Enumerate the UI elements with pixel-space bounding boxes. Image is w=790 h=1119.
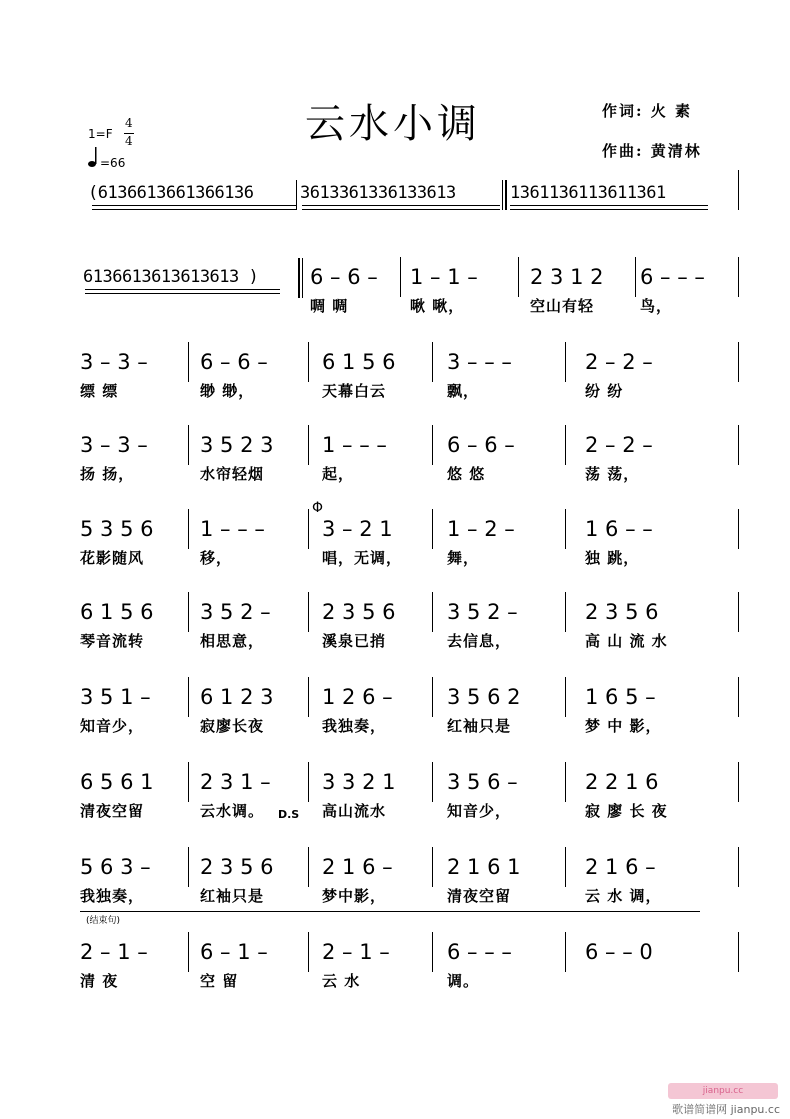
measure-notes: 2 3 1 –: [200, 770, 271, 794]
barline: [432, 342, 433, 382]
barline: [188, 425, 189, 465]
barline: [308, 425, 309, 465]
intro-measure: 6136613613613613 ): [83, 267, 259, 287]
measure-lyrics: 云 水: [322, 972, 361, 990]
barline: [738, 257, 739, 297]
measure-notes: 6 1 5 6: [322, 350, 396, 374]
barline: [565, 592, 566, 632]
barline: [518, 257, 519, 297]
barline: [400, 257, 401, 297]
barline: [432, 762, 433, 802]
measure-lyrics: 高山流水: [322, 802, 387, 820]
measure-lyrics: 舞，: [447, 549, 480, 567]
measure-lyrics: 缥 缥: [80, 382, 119, 400]
barline: [308, 509, 309, 549]
measure-notes: 2 1 6 –: [322, 855, 393, 879]
repeat-start-barline: [298, 258, 300, 298]
measure-lyrics: 移，: [200, 549, 233, 567]
barline: [738, 762, 739, 802]
measure-notes: 1 – – –: [200, 517, 265, 541]
barline: [432, 509, 433, 549]
measure-lyrics: 扬 扬，: [80, 465, 135, 483]
measure-lyrics: 水帘轻烟: [200, 465, 265, 483]
barline: [565, 342, 566, 382]
measure-lyrics: 云 水 调，: [585, 887, 662, 905]
measure-notes: 2 – 1 –: [322, 940, 390, 964]
measure-lyrics: 红袖只是: [200, 887, 265, 905]
barline: [308, 677, 309, 717]
barline: [188, 762, 189, 802]
coda-label: (结束句): [86, 916, 121, 926]
barline: [432, 592, 433, 632]
barline: [565, 425, 566, 465]
barline: [738, 932, 739, 972]
barline: [565, 762, 566, 802]
measure-notes: 2 1 6 1: [447, 855, 521, 879]
measure-notes: 3 – 3 –: [80, 433, 148, 457]
measure-notes: 3 5 2 –: [447, 600, 518, 624]
watermark-site-name: 歌谱简谱网: [672, 1103, 728, 1116]
measure-notes: 2 3 5 6: [585, 600, 659, 624]
measure-notes: 6 – – –: [447, 940, 512, 964]
measure-lyrics: 知音少，: [447, 802, 512, 820]
measure-notes: 1 – 1 –: [410, 265, 478, 289]
composer-credit: 作曲: 黄清林: [602, 142, 702, 160]
measure-notes: 3 5 2 3: [200, 433, 274, 457]
barline: [738, 592, 739, 632]
segno-mark: Φ: [312, 500, 324, 516]
barline: [188, 847, 189, 887]
barline: [565, 847, 566, 887]
measure-lyrics: 啾 啾，: [410, 297, 465, 315]
measure-notes: 3 – – –: [447, 350, 512, 374]
measure-notes: 1 – 2 –: [447, 517, 515, 541]
repeat-start-barline: [302, 258, 303, 298]
measure-notes: 3 – 3 –: [80, 350, 148, 374]
measure-lyrics: 我独奏，: [80, 887, 145, 905]
quarter-note-icon: [88, 146, 99, 168]
intro-measure: 3613361336133613: [300, 183, 456, 203]
measure-notes: 6 – – –: [640, 265, 705, 289]
measure-notes: 6 1 5 6: [80, 600, 154, 624]
measure-lyrics: 琴音流转: [80, 632, 145, 650]
watermark-text: [672, 1101, 780, 1117]
barline: [738, 342, 739, 382]
barline: [565, 677, 566, 717]
measure-lyrics: 荡 荡，: [585, 465, 640, 483]
measure-lyrics: 梦中影，: [322, 887, 387, 905]
measure-notes: 2 3 5 6: [322, 600, 396, 624]
barline: [308, 762, 309, 802]
measure-notes: 2 3 1 2: [530, 265, 604, 289]
measure-notes: 3 – 2 1: [322, 517, 393, 541]
measure-lyrics: 我独奏，: [322, 717, 387, 735]
barline: [738, 677, 739, 717]
barline: [738, 425, 739, 465]
measure-lyrics: 空山有轻: [530, 297, 595, 315]
measure-notes: 2 3 5 6: [200, 855, 274, 879]
measure-lyrics: 溪泉已捎: [322, 632, 387, 650]
measure-lyrics: 清 夜: [80, 972, 119, 990]
measure-notes: 1 6 5 –: [585, 685, 656, 709]
barline: [505, 180, 507, 210]
measure-notes: 2 1 6 –: [585, 855, 656, 879]
measure-lyrics: 起，: [322, 465, 355, 483]
measure-notes: 1 – – –: [322, 433, 387, 457]
measure-lyrics: 寂廖长夜: [200, 717, 265, 735]
measure-lyrics: 去信息，: [447, 632, 512, 650]
measure-notes: 3 5 6 –: [447, 770, 518, 794]
measure-notes: 6 – 6 –: [447, 433, 515, 457]
measure-lyrics: 云水调。: [200, 802, 265, 820]
measure-notes: 6 – – 0: [585, 940, 653, 964]
measure-lyrics: 花影随风: [80, 549, 145, 567]
barline: [308, 592, 309, 632]
measure-lyrics: 鸟，: [640, 297, 673, 315]
underline-beam: [302, 205, 500, 210]
measure-lyrics: 纷 纷: [585, 382, 624, 400]
measure-lyrics: 唱，无调，: [322, 549, 403, 567]
underline-beam: [510, 205, 708, 210]
barline: [308, 932, 309, 972]
measure-notes: 6 5 6 1: [80, 770, 154, 794]
barline: [188, 342, 189, 382]
measure-notes: 2 – 1 –: [80, 940, 148, 964]
measure-notes: 3 5 6 2: [447, 685, 521, 709]
barline: [432, 677, 433, 717]
measure-notes: 6 – 6 –: [310, 265, 378, 289]
measure-lyrics: 天幕白云: [322, 382, 387, 400]
barline: [635, 257, 636, 297]
barline: [308, 342, 309, 382]
measure-lyrics: 寂 廖 长 夜: [585, 802, 668, 820]
time-signature-top: 4: [125, 116, 133, 130]
key-signature: 1=F: [88, 127, 113, 141]
site-logo: jianpu.cc: [668, 1083, 778, 1099]
measure-lyrics: 空 留: [200, 972, 239, 990]
underline-beam: [92, 205, 297, 210]
measure-lyrics: 相思意，: [200, 632, 265, 650]
ds-mark: D.S: [278, 808, 300, 821]
intro-measure: (6136613661366136: [88, 183, 254, 203]
measure-notes: 5 3 5 6: [80, 517, 154, 541]
measure-notes: 6 1 2 3: [200, 685, 274, 709]
measure-lyrics: 知音少，: [80, 717, 145, 735]
barline: [188, 932, 189, 972]
barline: [738, 847, 739, 887]
measure-notes: 2 – 2 –: [585, 433, 653, 457]
tempo-marking: =66: [100, 156, 126, 170]
barline: [565, 509, 566, 549]
barline: [188, 509, 189, 549]
measure-notes: 5 6 3 –: [80, 855, 151, 879]
measure-notes: 1 6 – –: [585, 517, 653, 541]
measure-lyrics: 独 跳，: [585, 549, 640, 567]
coda-bracket: [80, 911, 700, 912]
measure-lyrics: 梦 中 影，: [585, 717, 662, 735]
measure-notes: 2 – 2 –: [585, 350, 653, 374]
barline: [502, 180, 503, 210]
measure-lyrics: 调。: [447, 972, 480, 990]
measure-lyrics: 清夜空留: [447, 887, 512, 905]
lyricist-credit: 作词: 火 素: [602, 102, 692, 120]
measure-notes: 2 2 1 6: [585, 770, 659, 794]
barline: [432, 847, 433, 887]
measure-lyrics: 飘，: [447, 382, 480, 400]
barline: [432, 932, 433, 972]
watermark-url: jianpu.cc: [730, 1103, 780, 1116]
measure-lyrics: 缈 缈，: [200, 382, 255, 400]
time-signature-bottom: 4: [125, 134, 133, 148]
barline: [738, 509, 739, 549]
intro-measure: 1361136113611361: [510, 183, 666, 203]
song-title: 云水小调: [305, 101, 481, 147]
measure-notes: 3 5 1 –: [80, 685, 151, 709]
barline: [308, 847, 309, 887]
measure-lyrics: 清夜空留: [80, 802, 145, 820]
barline: [565, 932, 566, 972]
measure-lyrics: 悠 悠: [447, 465, 486, 483]
measure-notes: 6 – 1 –: [200, 940, 268, 964]
barline: [432, 425, 433, 465]
barline: [188, 677, 189, 717]
measure-lyrics: 高 山 流 水: [585, 632, 668, 650]
barline: [738, 170, 739, 210]
measure-lyrics: 啁 啁: [310, 297, 349, 315]
barline: [188, 592, 189, 632]
measure-lyrics: 红袖只是: [447, 717, 512, 735]
measure-notes: 3 3 2 1: [322, 770, 396, 794]
underline-beam: [85, 289, 280, 294]
measure-notes: 3 5 2 –: [200, 600, 271, 624]
measure-notes: 1 2 6 –: [322, 685, 393, 709]
measure-notes: 6 – 6 –: [200, 350, 268, 374]
